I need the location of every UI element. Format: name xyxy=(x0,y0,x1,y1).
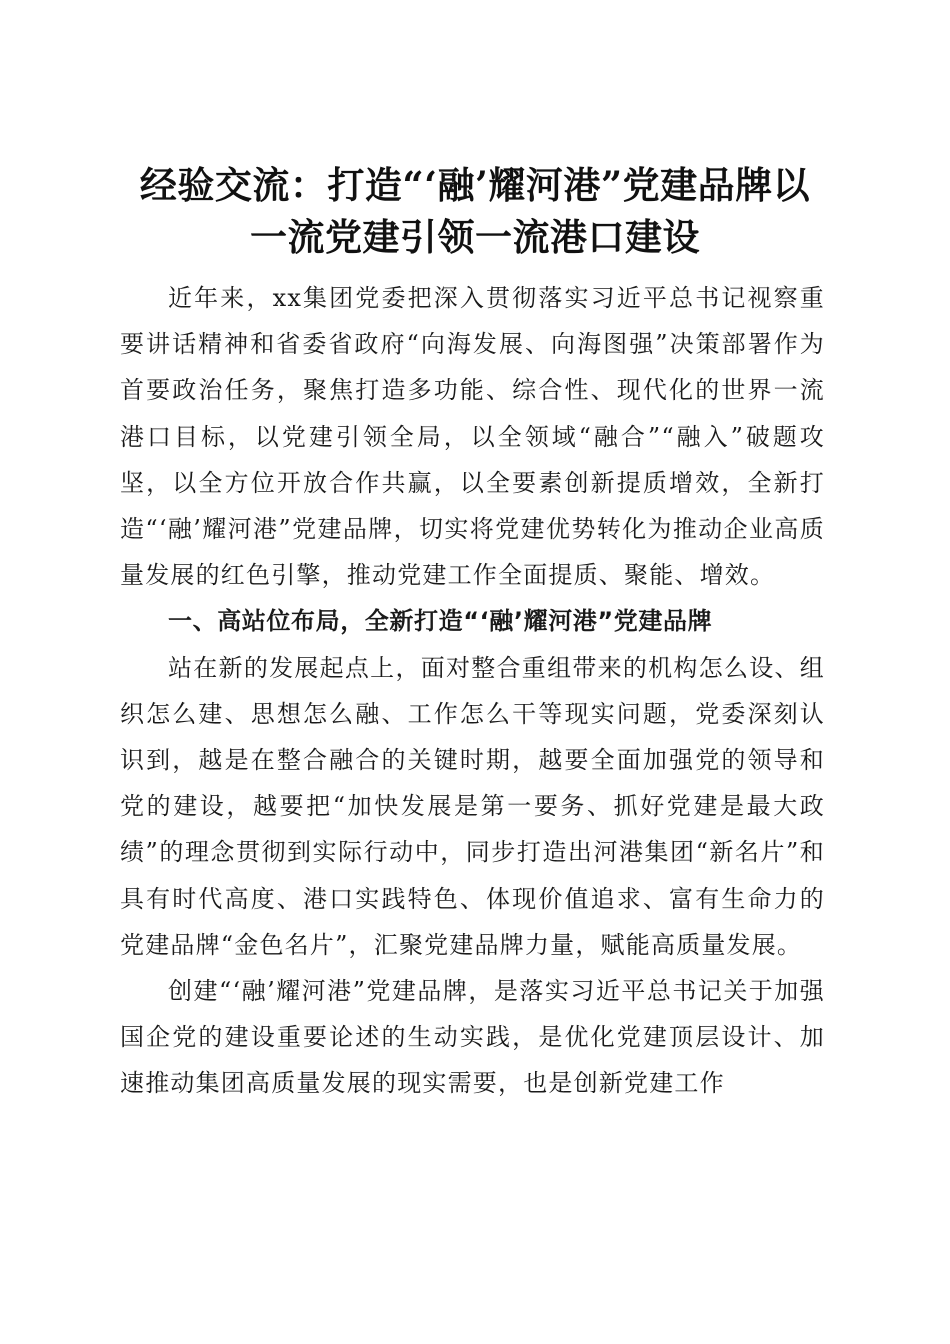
title-line-2: 一流党建引领一流港口建设 xyxy=(250,214,700,259)
paragraph-section1-a: 站在新的发展起点上，面对整合重组带来的机构怎么设、组织怎么建、思想怎么融、工作怎么干等现实问题，党委深刻认识到，越是在整合融合的关键时期，越要全面加强党的领导和党的建设，越要把“加快发展是第一要务、抓好党建是最大政绩”的理念贯彻到实际行动中，同步打造出河港集团“新名片”和具有时代高度、港口实践特色、体现价值追求、富有生命力的党建品牌“金色名片”，汇聚党建品牌力量，赋能高质量发展。 xyxy=(120,653,825,959)
paragraph-section1-b: 创建“‘融’耀河港”党建品牌，是落实习近平总书记关于加强国企党的建设重要论述的生动实践，是优化党建顶层设计、加速推动集团高质量发展的现实需要，也是创新党建工作 xyxy=(120,977,825,1098)
paragraph-intro: 近年来，xx集团党委把深入贯彻落实习近平总书记视察重要讲话精神和省委省政府“向海发展、向海图强”决策部署作为首要政治任务，聚焦打造多功能、综合性、现代化的世界一流港口目标，以党建引领全局，以全领域“融合”“融入”破题攻坚，以全方位开放合作共赢，以全要素创新提质增效，全新打造“‘融’耀河港”党建品牌，切实将党建优势转化为推动企业高质量发展的红色引擎，推动党建工作全面提质、聚能、增效。 xyxy=(120,284,825,590)
title-line-1: 经验交流：打造“‘融’耀河港”党建品牌以 xyxy=(139,162,811,207)
section-heading-1: 一、高站位布局，全新打造“‘融’耀河港”党建品牌 xyxy=(168,607,713,636)
document-body xyxy=(120,275,825,1107)
document-title xyxy=(80,159,870,263)
